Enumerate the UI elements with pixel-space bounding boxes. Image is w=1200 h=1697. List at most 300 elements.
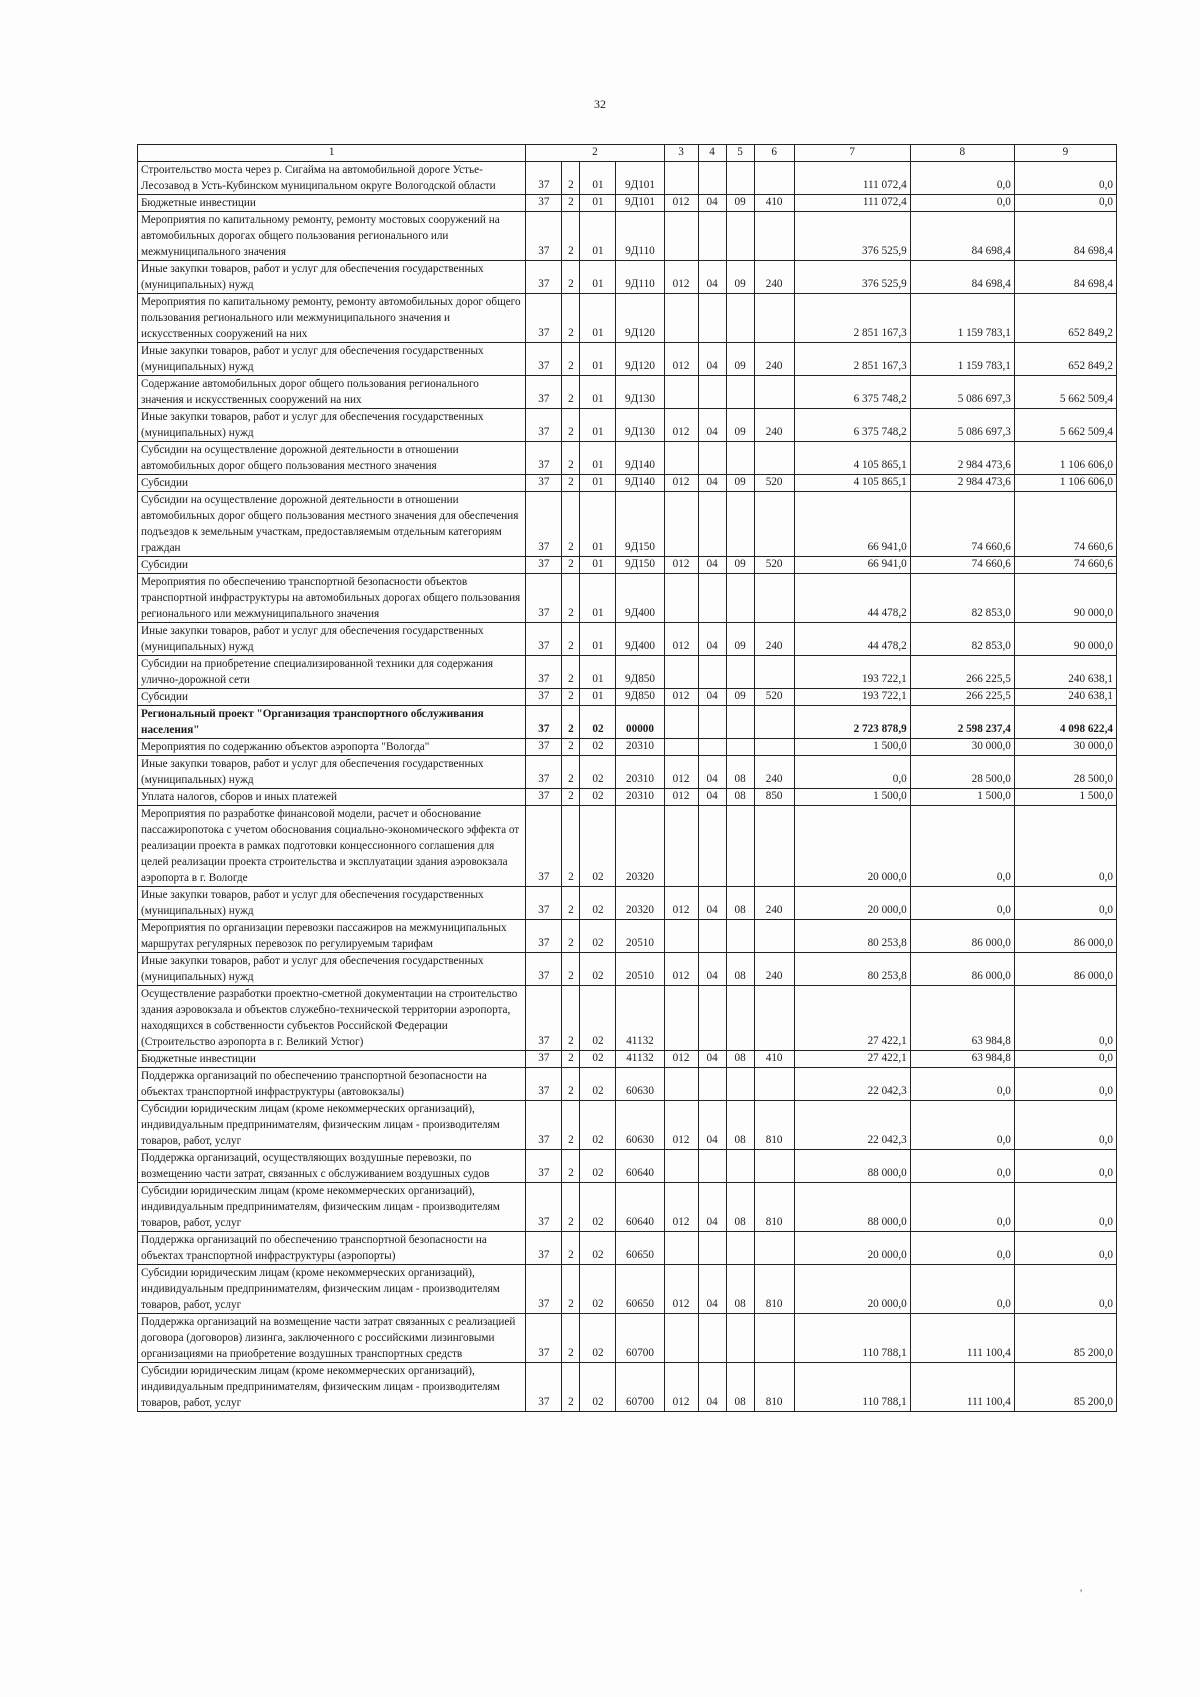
- col-9-amount: 0,0: [1014, 985, 1116, 1050]
- col-8-amount: 1 500,0: [910, 788, 1014, 805]
- code-part-1: 37: [526, 194, 562, 211]
- code-part-1: 37: [526, 919, 562, 952]
- col-4-code: [698, 441, 726, 474]
- col-5-code: 08: [726, 1182, 754, 1231]
- col-5-code: [726, 1313, 754, 1362]
- code-part-1: 37: [526, 655, 562, 688]
- code-part-3: 02: [580, 1231, 616, 1264]
- col-4-code: [698, 738, 726, 755]
- col-6-code: 520: [754, 688, 794, 705]
- col-3-code: [664, 573, 698, 622]
- code-part-2: 2: [562, 293, 580, 342]
- col-6-code: 240: [754, 952, 794, 985]
- col-7-amount: 111 072,4: [794, 194, 910, 211]
- col-9-amount: 240 638,1: [1014, 688, 1116, 705]
- header-col-6: 6: [754, 145, 794, 162]
- table-row: [138, 1050, 1117, 1067]
- code-part-3: 02: [580, 738, 616, 755]
- col-4-code: 04: [698, 1050, 726, 1067]
- col-9-amount: 0,0: [1014, 1050, 1116, 1067]
- col-5-code: 09: [726, 260, 754, 293]
- col-6-code: [754, 705, 794, 738]
- col-9-amount: 74 660,6: [1014, 556, 1116, 573]
- col-7-amount: 111 072,4: [794, 161, 910, 194]
- col-8-amount: 86 000,0: [910, 919, 1014, 952]
- code-part-1: 37: [526, 705, 562, 738]
- row-name: Иные закупки товаров, работ и услуг для обеспечения государственных (муниципальных) нужд: [138, 755, 526, 788]
- col-3-code: 012: [664, 788, 698, 805]
- code-part-3: 02: [580, 705, 616, 738]
- col-7-amount: 66 941,0: [794, 556, 910, 573]
- col-8-amount: 0,0: [910, 1100, 1014, 1149]
- table-row: [138, 622, 1117, 655]
- col-4-code: [698, 211, 726, 260]
- col-9-amount: 1 500,0: [1014, 788, 1116, 805]
- col-8-amount: 0,0: [910, 1067, 1014, 1100]
- code-part-4: 41132: [616, 985, 664, 1050]
- col-8-amount: 0,0: [910, 1182, 1014, 1231]
- col-8-amount: 63 984,8: [910, 1050, 1014, 1067]
- col-3-code: 012: [664, 886, 698, 919]
- col-4-code: 04: [698, 886, 726, 919]
- col-6-code: [754, 491, 794, 556]
- code-part-4: 9Д850: [616, 655, 664, 688]
- col-3-code: [664, 985, 698, 1050]
- header-col-8: 8: [910, 145, 1014, 162]
- col-5-code: 08: [726, 755, 754, 788]
- code-part-3: 02: [580, 985, 616, 1050]
- row-name: Субсидии юридическим лицам (кроме некоммерческих организаций), индивидуальным предпринимателям, физическим лицам - производителям товаров, работ, услуг: [138, 1100, 526, 1149]
- col-4-code: 04: [698, 788, 726, 805]
- col-6-code: [754, 1231, 794, 1264]
- code-part-4: 60650: [616, 1231, 664, 1264]
- col-7-amount: 6 375 748,2: [794, 375, 910, 408]
- code-part-4: 9Д110: [616, 211, 664, 260]
- code-part-2: 2: [562, 688, 580, 705]
- code-part-3: 01: [580, 293, 616, 342]
- col-7-amount: 88 000,0: [794, 1149, 910, 1182]
- table-row: [138, 1067, 1117, 1100]
- code-part-3: 01: [580, 441, 616, 474]
- col-6-code: [754, 573, 794, 622]
- row-name: Иные закупки товаров, работ и услуг для обеспечения государственных (муниципальных) нужд: [138, 260, 526, 293]
- table-row: [138, 194, 1117, 211]
- row-name: Содержание автомобильных дорог общего пользования регионального значения и искусственных сооружений на них: [138, 375, 526, 408]
- col-8-amount: 111 100,4: [910, 1313, 1014, 1362]
- code-part-2: 2: [562, 474, 580, 491]
- row-name: Мероприятия по капитальному ремонту, ремонту автомобильных дорог общего пользования регионального или межмуниципального значения и искусственных сооружений на них: [138, 293, 526, 342]
- col-6-code: [754, 161, 794, 194]
- col-3-code: [664, 441, 698, 474]
- col-5-code: 08: [726, 952, 754, 985]
- row-name: Мероприятия по капитальному ремонту, ремонту мостовых сооружений на автомобильных дорогах общего пользования регионального или межмуниципального значения: [138, 211, 526, 260]
- col-9-amount: 0,0: [1014, 1182, 1116, 1231]
- col-6-code: 410: [754, 194, 794, 211]
- col-8-amount: 0,0: [910, 1264, 1014, 1313]
- code-part-2: 2: [562, 491, 580, 556]
- code-part-4: 60630: [616, 1067, 664, 1100]
- code-part-1: 37: [526, 1264, 562, 1313]
- code-part-2: 2: [562, 1362, 580, 1411]
- code-part-3: 01: [580, 655, 616, 688]
- col-3-code: 012: [664, 556, 698, 573]
- col-8-amount: 5 086 697,3: [910, 375, 1014, 408]
- code-part-2: 2: [562, 441, 580, 474]
- col-5-code: 08: [726, 788, 754, 805]
- table-row: [138, 688, 1117, 705]
- col-8-amount: 5 086 697,3: [910, 408, 1014, 441]
- header-col-4: 4: [698, 145, 726, 162]
- row-name: Иные закупки товаров, работ и услуг для обеспечения государственных (муниципальных) нужд: [138, 952, 526, 985]
- col-4-code: [698, 293, 726, 342]
- row-name: Мероприятия по организации перевозки пассажиров на межмуниципальных маршрутах регулярных перевозок по регулируемым тарифам: [138, 919, 526, 952]
- col-4-code: 04: [698, 194, 726, 211]
- col-9-amount: 652 849,2: [1014, 293, 1116, 342]
- col-5-code: 08: [726, 1264, 754, 1313]
- code-part-4: 9Д130: [616, 375, 664, 408]
- row-name: Субсидии юридическим лицам (кроме некоммерческих организаций), индивидуальным предпринимателям, физическим лицам - производителям товаров, работ, услуг: [138, 1362, 526, 1411]
- code-part-2: 2: [562, 573, 580, 622]
- table-row: [138, 161, 1117, 194]
- table-row: [138, 985, 1117, 1050]
- col-4-code: 04: [698, 474, 726, 491]
- header-row: [138, 145, 1117, 162]
- code-part-1: 37: [526, 1067, 562, 1100]
- row-name: Субсидии юридическим лицам (кроме некоммерческих организаций), индивидуальным предпринимателям, физическим лицам - производителям товаров, работ, услуг: [138, 1264, 526, 1313]
- code-part-2: 2: [562, 952, 580, 985]
- col-4-code: 04: [698, 952, 726, 985]
- code-part-3: 02: [580, 1100, 616, 1149]
- col-8-amount: 63 984,8: [910, 985, 1014, 1050]
- code-part-1: 37: [526, 622, 562, 655]
- code-part-1: 37: [526, 788, 562, 805]
- col-7-amount: 1 500,0: [794, 788, 910, 805]
- row-name: Субсидии на осуществление дорожной деятельности в отношении автомобильных дорог общего пользования местного значения для обеспечения подъездов к земельным участкам, предоставляемым отдельным категориям граждан: [138, 491, 526, 556]
- col-9-amount: 0,0: [1014, 1231, 1116, 1264]
- code-part-2: 2: [562, 211, 580, 260]
- code-part-1: 37: [526, 1313, 562, 1362]
- col-6-code: 410: [754, 1050, 794, 1067]
- code-part-4: 9Д120: [616, 293, 664, 342]
- col-5-code: [726, 919, 754, 952]
- row-name: Субсидии на осуществление дорожной деятельности в отношении автомобильных дорог общего пользования местного значения: [138, 441, 526, 474]
- col-9-amount: 84 698,4: [1014, 260, 1116, 293]
- code-part-3: 02: [580, 1050, 616, 1067]
- table-row: [138, 755, 1117, 788]
- col-7-amount: 6 375 748,2: [794, 408, 910, 441]
- table-row: [138, 474, 1117, 491]
- code-part-1: 37: [526, 211, 562, 260]
- table-row: [138, 1231, 1117, 1264]
- col-6-code: 240: [754, 755, 794, 788]
- table-row: [138, 805, 1117, 886]
- col-7-amount: 0,0: [794, 755, 910, 788]
- col-8-amount: 266 225,5: [910, 655, 1014, 688]
- col-7-amount: 20 000,0: [794, 1231, 910, 1264]
- code-part-1: 37: [526, 1100, 562, 1149]
- code-part-3: 01: [580, 491, 616, 556]
- table-row: [138, 441, 1117, 474]
- code-part-1: 37: [526, 342, 562, 375]
- table-row: [138, 952, 1117, 985]
- col-7-amount: 66 941,0: [794, 491, 910, 556]
- table-row: [138, 260, 1117, 293]
- table-row: [138, 738, 1117, 755]
- row-name: Мероприятия по обеспечению транспортной безопасности объектов транспортной инфраструктуры на автомобильных дорогах общего пользования регионального или межмуниципального значения: [138, 573, 526, 622]
- table-row: [138, 1313, 1117, 1362]
- col-7-amount: 4 105 865,1: [794, 474, 910, 491]
- code-part-4: 20510: [616, 952, 664, 985]
- col-7-amount: 193 722,1: [794, 688, 910, 705]
- code-part-1: 37: [526, 985, 562, 1050]
- col-8-amount: 84 698,4: [910, 260, 1014, 293]
- col-6-code: 240: [754, 408, 794, 441]
- col-8-amount: 84 698,4: [910, 211, 1014, 260]
- col-8-amount: 2 984 473,6: [910, 474, 1014, 491]
- code-part-1: 37: [526, 886, 562, 919]
- col-7-amount: 20 000,0: [794, 1264, 910, 1313]
- col-3-code: [664, 375, 698, 408]
- code-part-4: 9Д150: [616, 556, 664, 573]
- col-4-code: [698, 1231, 726, 1264]
- col-4-code: [698, 1067, 726, 1100]
- col-7-amount: 110 788,1: [794, 1362, 910, 1411]
- code-part-3: 02: [580, 1149, 616, 1182]
- col-8-amount: 266 225,5: [910, 688, 1014, 705]
- code-part-1: 37: [526, 805, 562, 886]
- col-3-code: [664, 1067, 698, 1100]
- code-part-3: 02: [580, 1067, 616, 1100]
- code-part-1: 37: [526, 375, 562, 408]
- col-9-amount: 90 000,0: [1014, 622, 1116, 655]
- code-part-4: 20310: [616, 788, 664, 805]
- code-part-1: 37: [526, 688, 562, 705]
- code-part-4: 60700: [616, 1313, 664, 1362]
- code-part-3: 02: [580, 1313, 616, 1362]
- code-part-2: 2: [562, 1149, 580, 1182]
- col-5-code: [726, 161, 754, 194]
- col-5-code: [726, 1149, 754, 1182]
- code-part-2: 2: [562, 1264, 580, 1313]
- code-part-3: 02: [580, 919, 616, 952]
- code-part-2: 2: [562, 655, 580, 688]
- col-3-code: 012: [664, 1050, 698, 1067]
- col-9-amount: 85 200,0: [1014, 1362, 1116, 1411]
- col-7-amount: 376 525,9: [794, 211, 910, 260]
- code-part-4: 20310: [616, 738, 664, 755]
- code-part-4: 60650: [616, 1264, 664, 1313]
- row-name: Субсидии: [138, 688, 526, 705]
- table-row: [138, 556, 1117, 573]
- code-part-2: 2: [562, 886, 580, 919]
- col-6-code: 240: [754, 342, 794, 375]
- col-7-amount: 88 000,0: [794, 1182, 910, 1231]
- col-9-amount: 28 500,0: [1014, 755, 1116, 788]
- col-5-code: [726, 293, 754, 342]
- col-9-amount: 0,0: [1014, 1067, 1116, 1100]
- code-part-2: 2: [562, 805, 580, 886]
- col-9-amount: 652 849,2: [1014, 342, 1116, 375]
- row-name: Субсидии юридическим лицам (кроме некоммерческих организаций), индивидуальным предпринимателям, физическим лицам - производителям товаров, работ, услуг: [138, 1182, 526, 1231]
- col-8-amount: 86 000,0: [910, 952, 1014, 985]
- col-8-amount: 2 984 473,6: [910, 441, 1014, 474]
- col-5-code: [726, 491, 754, 556]
- col-4-code: [698, 573, 726, 622]
- code-part-3: 01: [580, 342, 616, 375]
- code-part-1: 37: [526, 1182, 562, 1231]
- code-part-2: 2: [562, 194, 580, 211]
- code-part-4: 60640: [616, 1182, 664, 1231]
- col-3-code: 012: [664, 260, 698, 293]
- code-part-4: 00000: [616, 705, 664, 738]
- code-part-3: 01: [580, 260, 616, 293]
- code-part-4: 9Д850: [616, 688, 664, 705]
- col-9-amount: 5 662 509,4: [1014, 375, 1116, 408]
- col-5-code: [726, 573, 754, 622]
- col-6-code: 240: [754, 260, 794, 293]
- col-4-code: [698, 491, 726, 556]
- col-9-amount: 4 098 622,4: [1014, 705, 1116, 738]
- col-5-code: 09: [726, 408, 754, 441]
- col-3-code: 012: [664, 1264, 698, 1313]
- code-part-2: 2: [562, 738, 580, 755]
- code-part-3: 01: [580, 622, 616, 655]
- col-6-code: 520: [754, 556, 794, 573]
- col-3-code: 012: [664, 1182, 698, 1231]
- col-5-code: 08: [726, 1050, 754, 1067]
- col-8-amount: 74 660,6: [910, 491, 1014, 556]
- code-part-1: 37: [526, 441, 562, 474]
- col-7-amount: 2 851 167,3: [794, 342, 910, 375]
- col-4-code: 04: [698, 260, 726, 293]
- code-part-4: 9Д150: [616, 491, 664, 556]
- col-7-amount: 20 000,0: [794, 805, 910, 886]
- col-7-amount: 22 042,3: [794, 1067, 910, 1100]
- col-6-code: [754, 1149, 794, 1182]
- row-name: Мероприятия по содержанию объектов аэропорта "Вологда": [138, 738, 526, 755]
- col-9-amount: 74 660,6: [1014, 491, 1116, 556]
- col-7-amount: 193 722,1: [794, 655, 910, 688]
- code-part-2: 2: [562, 556, 580, 573]
- code-part-2: 2: [562, 1313, 580, 1362]
- col-9-amount: 85 200,0: [1014, 1313, 1116, 1362]
- col-3-code: [664, 705, 698, 738]
- row-name: Поддержка организаций на возмещение части затрат связанных с реализацией договора (договоров) лизинга, заключенного с российскими лизинговыми организациями на приобретение воздушных транспортных средств: [138, 1313, 526, 1362]
- table-row: [138, 788, 1117, 805]
- code-part-3: 01: [580, 211, 616, 260]
- code-part-1: 37: [526, 1050, 562, 1067]
- code-part-1: 37: [526, 556, 562, 573]
- col-7-amount: 27 422,1: [794, 1050, 910, 1067]
- code-part-3: 01: [580, 556, 616, 573]
- col-8-amount: 0,0: [910, 805, 1014, 886]
- code-part-4: 20320: [616, 805, 664, 886]
- row-name: Поддержка организаций, осуществляющих воздушные перевозки, по возмещению части затрат, связанных с обслуживанием воздушных судов: [138, 1149, 526, 1182]
- col-5-code: [726, 738, 754, 755]
- col-3-code: 012: [664, 688, 698, 705]
- code-part-4: 9Д110: [616, 260, 664, 293]
- col-4-code: [698, 655, 726, 688]
- code-part-2: 2: [562, 161, 580, 194]
- col-4-code: 04: [698, 1182, 726, 1231]
- row-name: Мероприятия по разработке финансовой модели, расчет и обоснование пассажиропотока с учетом обоснования социально-экономического эффекта от реализации проекта в рамках подготовки концессионного соглашения для целей реализации проекта строительства и эксплуатации здания аэровокзала аэропорта в г. Вологде: [138, 805, 526, 886]
- page-number: 32: [594, 97, 606, 111]
- col-5-code: 09: [726, 622, 754, 655]
- col-6-code: 240: [754, 886, 794, 919]
- col-9-amount: 5 662 509,4: [1014, 408, 1116, 441]
- col-6-code: 810: [754, 1362, 794, 1411]
- code-part-4: 9Д120: [616, 342, 664, 375]
- table-body: [138, 161, 1117, 1411]
- code-part-2: 2: [562, 755, 580, 788]
- col-7-amount: 4 105 865,1: [794, 441, 910, 474]
- col-4-code: 04: [698, 755, 726, 788]
- col-6-code: [754, 1067, 794, 1100]
- row-name: Бюджетные инвестиции: [138, 194, 526, 211]
- code-part-2: 2: [562, 919, 580, 952]
- header-col-3: 3: [664, 145, 698, 162]
- header-col-5: 5: [726, 145, 754, 162]
- code-part-2: 2: [562, 1100, 580, 1149]
- table-row: [138, 491, 1117, 556]
- col-5-code: [726, 1231, 754, 1264]
- col-8-amount: 2 598 237,4: [910, 705, 1014, 738]
- col-6-code: [754, 375, 794, 408]
- col-9-amount: 0,0: [1014, 1100, 1116, 1149]
- col-8-amount: 74 660,6: [910, 556, 1014, 573]
- col-4-code: 04: [698, 408, 726, 441]
- col-4-code: [698, 1313, 726, 1362]
- col-3-code: [664, 161, 698, 194]
- col-3-code: 012: [664, 194, 698, 211]
- col-8-amount: 82 853,0: [910, 573, 1014, 622]
- col-7-amount: 2 723 878,9: [794, 705, 910, 738]
- col-8-amount: 0,0: [910, 161, 1014, 194]
- col-8-amount: 30 000,0: [910, 738, 1014, 755]
- code-part-3: 02: [580, 952, 616, 985]
- col-8-amount: 0,0: [910, 1149, 1014, 1182]
- col-7-amount: 44 478,2: [794, 573, 910, 622]
- col-3-code: [664, 738, 698, 755]
- col-8-amount: 1 159 783,1: [910, 342, 1014, 375]
- code-part-3: 01: [580, 408, 616, 441]
- col-6-code: [754, 441, 794, 474]
- col-9-amount: 0,0: [1014, 161, 1116, 194]
- col-6-code: [754, 805, 794, 886]
- code-part-1: 37: [526, 161, 562, 194]
- col-4-code: 04: [698, 1264, 726, 1313]
- table-row: [138, 886, 1117, 919]
- code-part-4: 9Д130: [616, 408, 664, 441]
- code-part-3: 01: [580, 194, 616, 211]
- code-part-3: 01: [580, 474, 616, 491]
- code-part-2: 2: [562, 1182, 580, 1231]
- col-6-code: [754, 985, 794, 1050]
- col-7-amount: 22 042,3: [794, 1100, 910, 1149]
- col-6-code: 520: [754, 474, 794, 491]
- col-3-code: 012: [664, 952, 698, 985]
- code-part-3: 02: [580, 805, 616, 886]
- code-part-2: 2: [562, 705, 580, 738]
- col-6-code: [754, 293, 794, 342]
- col-7-amount: 110 788,1: [794, 1313, 910, 1362]
- col-6-code: 810: [754, 1182, 794, 1231]
- col-9-amount: 86 000,0: [1014, 919, 1116, 952]
- code-part-1: 37: [526, 293, 562, 342]
- code-part-3: 01: [580, 161, 616, 194]
- col-3-code: [664, 919, 698, 952]
- code-part-1: 37: [526, 755, 562, 788]
